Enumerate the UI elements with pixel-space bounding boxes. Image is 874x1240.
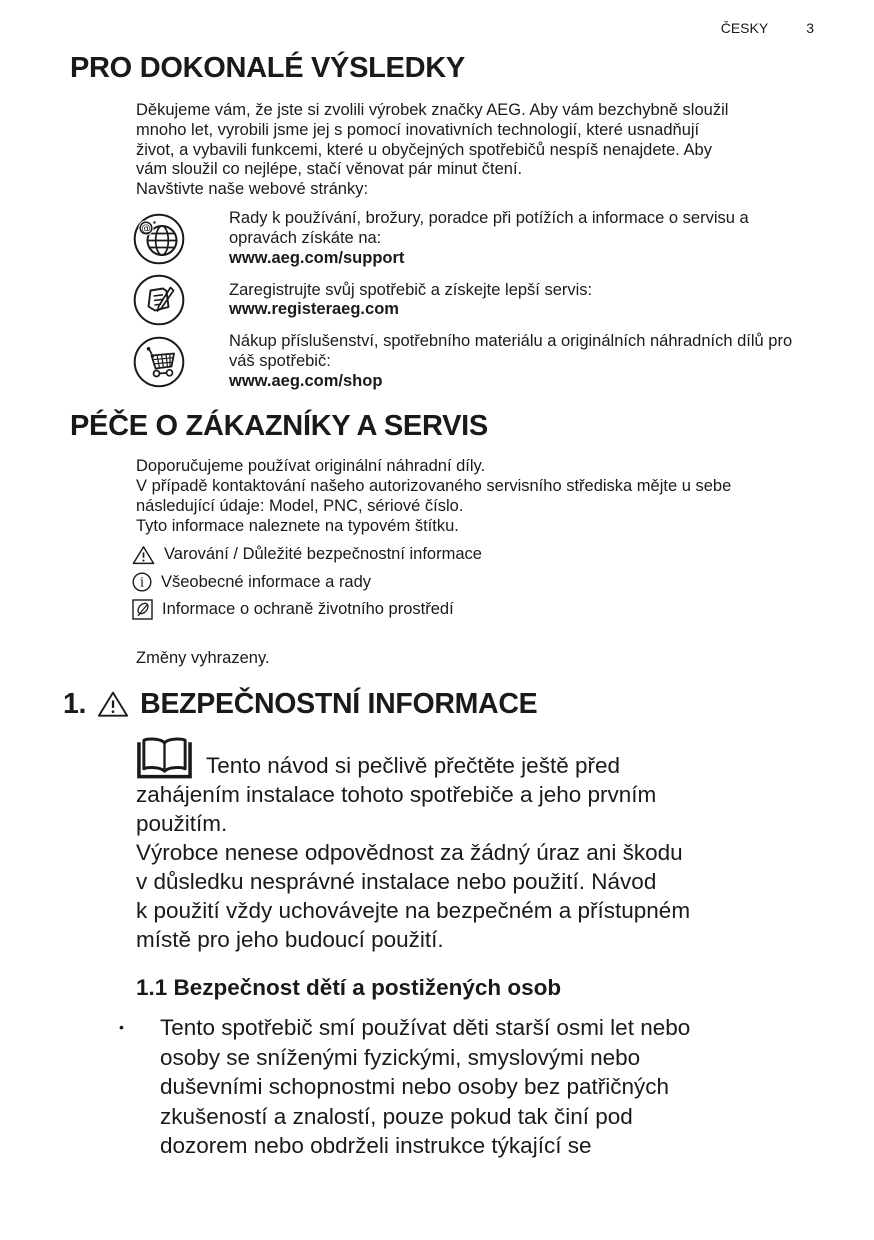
safety-intro-paragraph (136, 734, 816, 954)
svg-text:@: @ (141, 223, 151, 235)
register-icon (133, 274, 185, 326)
text-line: Rady k používání, brožury, poradce při potížích a informace o servisu a (229, 208, 749, 227)
text-line: opravách získáte na: (229, 228, 382, 247)
text-line: použitím. (136, 811, 228, 837)
legend-row-warning (132, 541, 874, 569)
text-line: Tyto informace naleznete na typovém štítku. (136, 516, 459, 535)
text-line: zahájením instalace tohoto spotřebiče a jeho prvním (136, 782, 657, 808)
language-label: ČESKY (720, 20, 769, 36)
globe-at-icon (133, 213, 185, 265)
text-line: v důsledku nesprávné instalace nebo použití. Návod (136, 869, 657, 895)
changes-reserved-note: Změny vyhrazeny. (136, 649, 270, 668)
intro-paragraph (136, 101, 874, 200)
resource-text (229, 332, 792, 391)
resource-row-shop (133, 332, 874, 391)
legend-row-info (132, 568, 874, 596)
text-line: Doporučujeme používat originální náhradní díly. (136, 456, 486, 475)
text-line: Děkujeme vám, že jste si zvolili výrobek značky AEG. Aby vám bezchybně sloužil (136, 101, 729, 119)
svg-text:i: i (139, 575, 145, 591)
register-link[interactable]: www.registeraeg.com (229, 300, 399, 319)
text-line: dozorem nebo obdrželi instrukce týkající se (160, 1133, 592, 1159)
shop-link[interactable]: www.aeg.com/shop (229, 371, 383, 390)
text-line: k použití vždy uchovávejte na bezpečném a přístupném (136, 898, 691, 924)
book-intro-line (136, 734, 816, 780)
safety-section-title: BEZPEČNOSTNÍ INFORMACE (140, 688, 538, 721)
text-line: život, a vybavili funkcemi, které u obyčejných spotřebičů nespíš nenajdete. Aby (136, 140, 712, 159)
legend-row-environment (132, 596, 874, 624)
page-number: 3 (806, 20, 814, 36)
resource-text (229, 209, 749, 268)
resource-text (229, 281, 592, 321)
resource-row-register (133, 274, 874, 326)
legend-text: Informace o ochraně životního prostředí (162, 600, 454, 619)
open-book-icon (136, 734, 193, 780)
safety-bullet-list (112, 1013, 816, 1161)
text-line: zkušeností a znalostí, pouze pokud tak činí pod (160, 1103, 633, 1129)
warning-triangle-icon (132, 545, 155, 565)
leaf-square-icon (132, 599, 153, 620)
text-line: Výrobce nenese odpovědnost za žádný úraz ani škodu (136, 840, 683, 866)
customer-care-paragraph (136, 456, 874, 536)
support-link[interactable]: www.aeg.com/support (229, 248, 405, 267)
resource-row-support (133, 209, 874, 268)
section-number: 1. (63, 688, 87, 721)
info-circle-icon (132, 572, 152, 592)
subsection-1-1-title: 1.1 Bezpečnost dětí a postižených osob (136, 975, 562, 1001)
customer-care-title: PÉČE O ZÁKAZNÍKY A SERVIS (70, 409, 488, 442)
text-line: • Tento spotřebič smí používat děti starší osmi let nebo (160, 1015, 691, 1041)
text-line: osoby se sníženými fyzickými, smyslovými nebo (160, 1044, 641, 1070)
text-line: Zaregistrujte svůj spotřebič a získejte lepší servis: (229, 280, 593, 299)
legend-text: Všeobecné informace a rady (161, 572, 372, 591)
text-line: mnoho let, vyrobili jsme jej s pomocí inovativních technologií, které usnadňují (136, 120, 700, 139)
text-line: vám sloužil co nejlépe, stačí věnovat pár minut čtení. (136, 160, 523, 179)
text-line: V případě kontaktování našeho autorizovaného servisního střediska mějte u sebe (136, 476, 732, 495)
visit-websites-line: Navštivte naše webové stránky: (136, 180, 369, 199)
cart-icon (133, 336, 185, 388)
text-line: duševními schopnostmi nebo osoby bez patřičných (160, 1074, 670, 1100)
text-line: následující údaje: Model, PNC, sériové číslo. (136, 496, 464, 515)
text-line: váš spotřebič: (229, 352, 331, 371)
page-header (721, 20, 814, 36)
symbol-legend (132, 541, 874, 624)
safety-section-heading (63, 688, 874, 720)
resource-list (133, 209, 874, 392)
list-item (112, 1013, 816, 1161)
text-line: Nákup příslušenství, spotřebního materiálu a originálních náhradních dílů pro (229, 332, 793, 351)
perfect-results-title: PRO DOKONALÉ VÝSLEDKY (70, 52, 465, 84)
text-line: místě pro jeho budoucí použití. (136, 927, 444, 953)
text-line: Tento návod si pečlivě přečtěte ještě před (206, 753, 620, 779)
warning-triangle-icon (97, 690, 129, 718)
legend-text: Varování / Důležité bezpečnostní informace (164, 545, 482, 564)
